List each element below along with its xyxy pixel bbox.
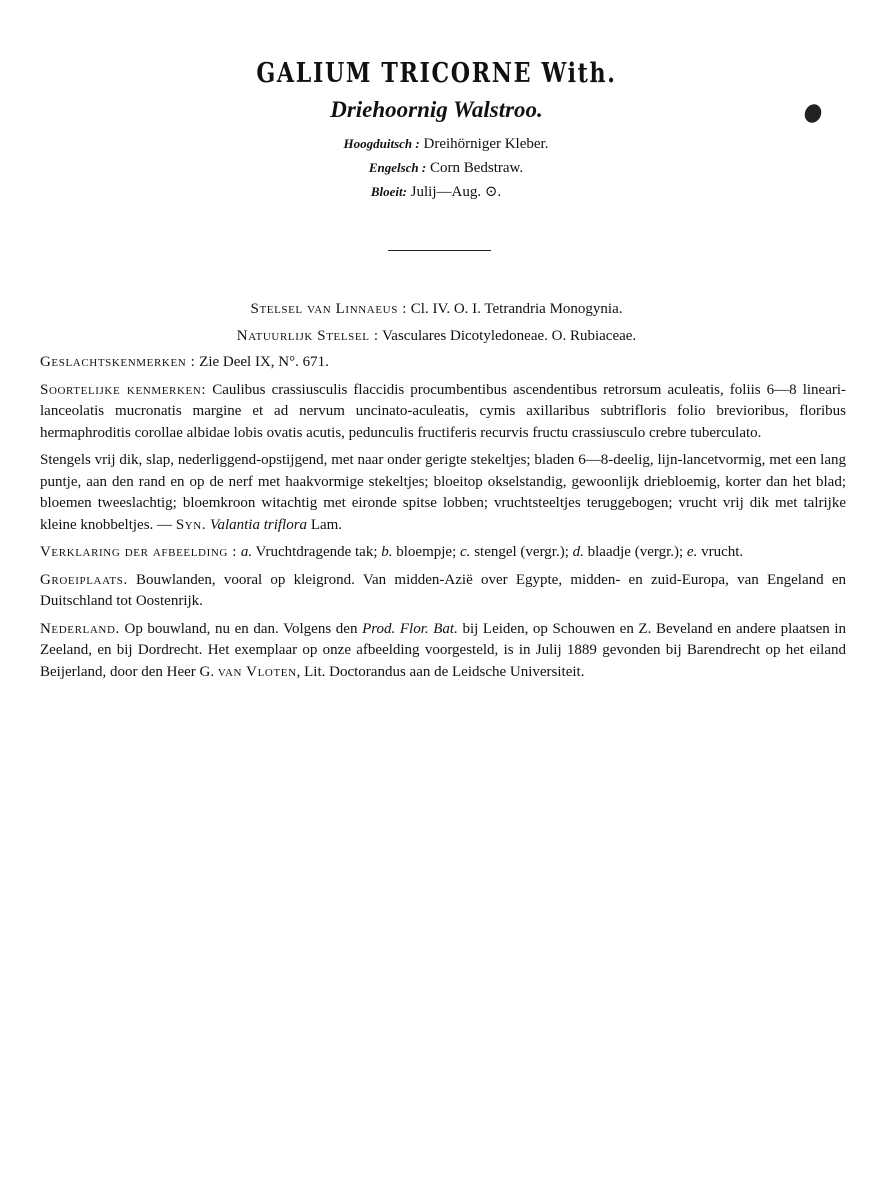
bloom-label: Bloeit: bbox=[370, 184, 407, 199]
person-name: van Vloten bbox=[217, 663, 297, 680]
fig-e-text: vrucht. bbox=[701, 544, 744, 560]
netherlands-text-3: , Lit. Doctorandus aan de Leidsche Universiteit. bbox=[296, 663, 585, 680]
syn-label: Syn. bbox=[175, 516, 207, 533]
species-paragraph bbox=[40, 380, 846, 445]
syn-name: Valantia triflora bbox=[209, 516, 308, 533]
natural-system bbox=[0, 328, 873, 345]
habitat-label: Groeiplaats. bbox=[40, 571, 128, 588]
dutch-name: Driehoornig Walstroo. bbox=[330, 97, 543, 122]
netherlands-text-2: bij Leiden, op Schouwen en Z. Beveland en andere plaatsen in Zeeland, en bij Dordrecht. Het exemplaar op onze afbeelding voorgesteld, is in Julij 1889 gevonden bij Barendrecht op het eiland Beijerland, door den Heer G. bbox=[40, 620, 847, 680]
page-title: GALIUM TRICORNE With. bbox=[256, 58, 617, 89]
syn-author: Lam. bbox=[310, 516, 343, 533]
linnaeus-value: Cl. IV. O. I. Tetrandria Monogynia. bbox=[410, 301, 623, 317]
linnaeus-label: Stelsel van Linnaeus : bbox=[250, 301, 408, 317]
bloom-row bbox=[262, 180, 610, 204]
habitat-paragraph bbox=[40, 570, 846, 613]
habitat-text: Bouwlanden, vooral op kleigrond. Van midden-Azië over Egypte, midden- en zuid-Europa, van Engeland en Duitschland tot Oostenrijk. bbox=[40, 571, 847, 609]
netherlands-text-1: Op bouwland, nu en dan. Volgens den bbox=[124, 620, 358, 637]
common-names bbox=[290, 132, 610, 204]
prod-flor-bat: Prod. Flor. Bat. bbox=[362, 620, 458, 637]
fig-d-letter: d. bbox=[572, 544, 584, 560]
species-value: Caulibus crassiusculis flaccidis procumbentibus ascendentibus retrorsum aculeatis, foliis 6—8 lineari-lanceolatis mucronatis margine et ad nervum uncinato-aculeatis, cymis axillaribus subtrifloris folio brevioribus, floribus hermaphroditis corollae albidae lobis ovatis acutis, pedunculis fructiferis recurvis fructu crassiusculo crebre tuberculato. bbox=[40, 381, 847, 441]
german-label: Hoogduitsch : bbox=[343, 136, 420, 151]
description-paragraph bbox=[40, 450, 846, 536]
english-value: Corn Bedstraw. bbox=[429, 160, 524, 176]
english-name-row bbox=[282, 156, 610, 180]
fig-a-text: Vruchtdragende tak; bbox=[255, 544, 378, 560]
english-label: Engelsch : bbox=[368, 160, 427, 175]
fig-c-text: stengel (vergr.); bbox=[474, 544, 569, 560]
fig-d-text: blaadje (vergr.); bbox=[587, 544, 684, 560]
bloom-value: Julij—Aug. ⊙. bbox=[410, 184, 502, 200]
explanation-label: Verklaring der afbeelding : bbox=[40, 544, 238, 560]
main-text bbox=[40, 352, 846, 689]
explanation-paragraph bbox=[40, 542, 846, 564]
natural-label: Natuurlijk Stelsel : bbox=[236, 328, 379, 344]
fig-b-text: bloempje; bbox=[396, 544, 457, 560]
german-value: Dreihörniger Kleber. bbox=[423, 136, 549, 152]
genus-value: Zie Deel IX, N°. 671. bbox=[199, 354, 329, 370]
fig-e-letter: e. bbox=[686, 544, 698, 560]
german-name-row bbox=[282, 132, 610, 156]
divider bbox=[388, 250, 491, 251]
fig-c-letter: c. bbox=[460, 544, 471, 560]
fig-b-letter: b. bbox=[381, 544, 393, 560]
description-text: Stengels vrij dik, slap, nederliggend-opstijgend, met naar onder gerigte stekeltjes; bladen 6—8-deelig, lijn-lancetvormig, met een lang puntje, aan den rand en op de nerf met haakvormige stekeltjes; bloeitop okselstandig, gewoonlijk driebloemig, korter dan het blad; bloemen tweeslachtig; bloemkroon witachtig met eironde spitse lobben; vruchtsteeltjes teruggebogen; vrucht vrij dik met talrijke kleine knobbeltjes. — bbox=[40, 452, 846, 533]
netherlands-label: Nederland. bbox=[40, 620, 120, 637]
genus-label: Geslachtskenmerken : bbox=[40, 354, 196, 370]
fig-a-letter: a. bbox=[240, 544, 253, 560]
genus-paragraph bbox=[40, 352, 846, 374]
natural-value: Vasculares Dicotyledoneae. O. Rubiaceae. bbox=[382, 328, 637, 344]
linnaeus-system bbox=[0, 301, 873, 318]
species-label: Soortelijke kenmerken: bbox=[40, 381, 207, 398]
netherlands-paragraph bbox=[40, 619, 846, 684]
